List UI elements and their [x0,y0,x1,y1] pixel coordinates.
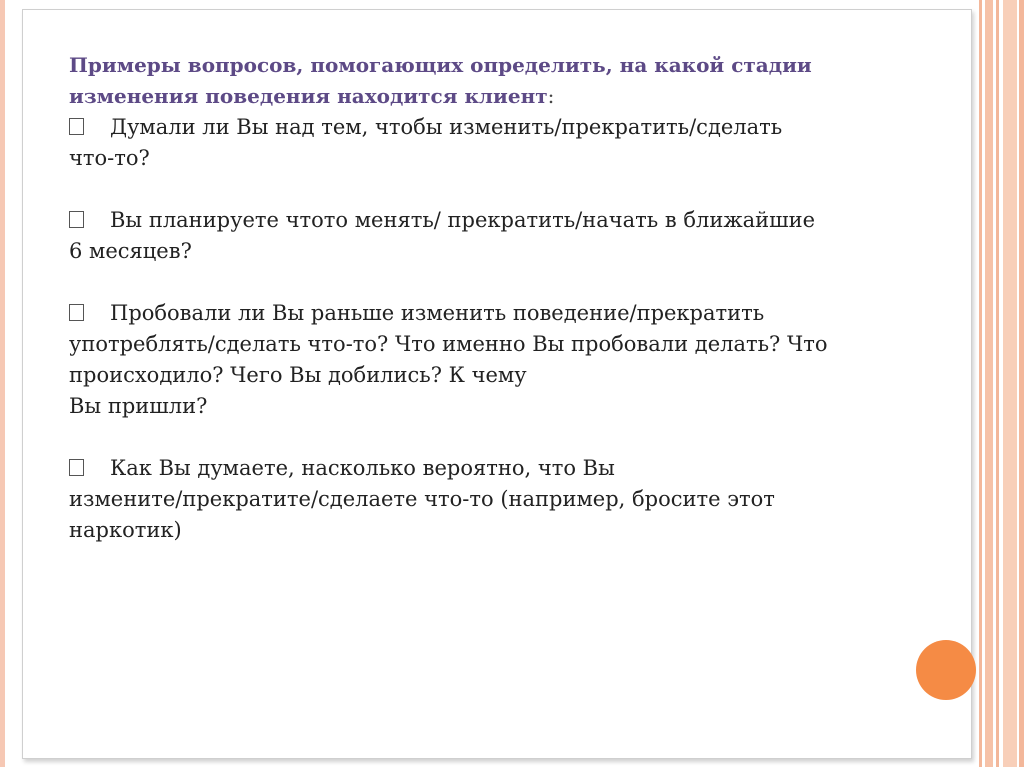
question-line [69,112,929,143]
question-line [69,453,929,484]
question-item [69,112,929,174]
question-line: наркотик) [69,518,182,542]
orange-circle-icon [916,640,976,700]
question-line [69,205,929,236]
right-decorative-stripe [996,0,999,767]
question-text: Вы планируете чтото менять/ прекратить/начать в ближайшие [110,208,816,232]
question-line: 6 месяцев? [69,239,192,263]
slide-title-text: Примеры вопросов, помогающих определить, на какой стадии изменения поведения находится клиент [69,53,812,108]
square-bullet-icon [69,304,84,321]
question-text: Как Вы думаете, насколько вероятно, что Вы [110,456,615,480]
slide-title-colon: : [547,84,555,108]
slide-title [69,50,929,112]
question-line: Вы пришли? [69,394,208,418]
question-item [69,205,929,267]
square-bullet-icon [69,211,84,228]
question-line [69,298,929,329]
question-text: Думали ли Вы над тем, чтобы изменить/прекратить/сделать [110,115,783,139]
square-bullet-icon [69,459,84,476]
right-decorative-stripe [979,0,982,767]
question-line: что-то? [69,146,150,170]
right-decorative-stripe [985,0,993,767]
question-text: Пробовали ли Вы раньше изменить поведение/прекратить [110,301,765,325]
square-bullet-icon [69,118,84,135]
slide-content [69,50,929,577]
question-item [69,453,929,546]
question-line: происходило? Чего Вы добились? К чему [69,363,527,387]
question-line: измените/прекратите/сделаете что-то (например, бросите этот [69,487,775,511]
question-line: употреблять/сделать что-то? Что именно Вы пробовали делать? Что [69,332,828,356]
right-decorative-stripe [1003,0,1017,767]
question-item [69,298,929,422]
right-decorative-stripe [1019,0,1024,767]
left-decorative-border [0,0,5,767]
